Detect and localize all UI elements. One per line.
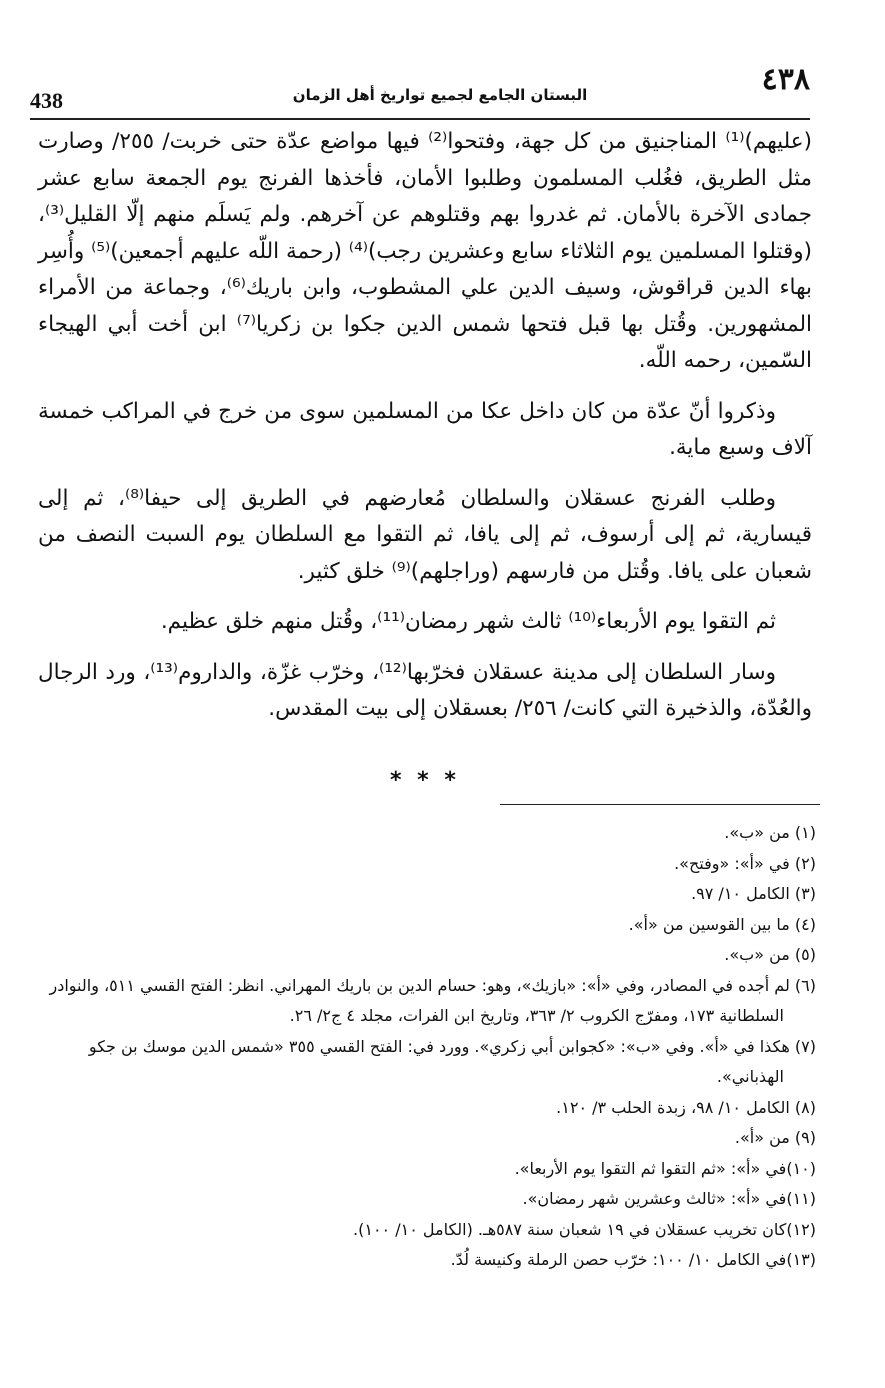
running-title: البستان الجامع لجميع تواريخ أهل الزمان xyxy=(292,86,588,104)
footnote: (٨) الكامل ١٠/ ٩٨، زبدة الحلب ٣/ ١٢٠. xyxy=(556,1097,816,1117)
footnote: (١) من «ب». xyxy=(724,823,816,842)
footnote: (٥) من «ب». xyxy=(724,945,816,964)
footnote: (٢) في «أ»: «وفتح». xyxy=(674,853,816,873)
paragraph: وسار السلطان إلى مدينة عسقلان فخرّبها⁽¹²⁾، وخرّب غزّة، والداروم⁽¹³⁾، ورد الرجال والعُدّة، والذخيرة التي كانت/ ٢٥٦/ بعسقلان إلى بيت المقدس. xyxy=(38,659,812,721)
page-header xyxy=(30,62,810,120)
footnotes xyxy=(42,818,816,1276)
page-number-arabic: ٤٣٨ xyxy=(761,62,810,97)
footnote: (٦) لم أجده في المصادر، وفي «أ»: «بازيك»، وهو: حسام الدين بن باريك المهراني. انظر: الفتح القسي ٥١١، والنوادر السلطانية ١٧٣، ومفرّج الكروب ٢/ ٣٦٣، وتاريخ ابن الفرات، مجلد ٤ ج٢/ ٢٦. xyxy=(49,975,816,1025)
footnote: (٩) من «أ». xyxy=(734,1128,816,1147)
footnote-rule xyxy=(500,804,820,805)
footnote: (١٣)في الكامل ١٠/ ١٠٠: خرّب حصن الرملة وكنيسة لُدّ. xyxy=(450,1250,816,1269)
main-text xyxy=(38,124,812,742)
paragraph: (عليهم)⁽¹⁾ المناجنيق من كل جهة، وفتحوا⁽²⁾ فيها مواضع عدّة حتى خربت/ ٢٥٥/ وصارت مثل الطريق، فغُلب المسلمون وطلبوا الأمان، فأخذها الفرنج يوم الجمعة سابع عشر جمادى الآخرة بالأمان. ثم غدروا بهم وقتلوهم عن آخرهم. ولم يَسلَم منهم إلّا القليل⁽³⁾، (وقتلوا المسلمين يوم الثلاثاء سابع وعشرين رجب)⁽⁴⁾ (رحمة اللّه عليهم أجمعين)⁽⁵⁾ وأُسِر بهاء الدين قراقوش، وسيف الدين علي المشطوب، وابن باريك⁽⁶⁾، وجماعة من الأمراء المشهورين. وقُتل بها قبل فتحها شمس الدين جكوا بن زكريا⁽⁷⁾ ابن أخت أبي الهيجاء السّمين، رحمه اللّه. xyxy=(38,129,813,373)
footnote: (٣) الكامل ١٠/ ٩٧. xyxy=(691,884,816,903)
footnote: (١٠)في «أ»: «ثم التقوا ثم التقوا يوم الأربعا». xyxy=(514,1158,816,1178)
footnote: (٧) هكذا في «أ». وفي «ب»: «كجوابن أبي زكري». وورد في: الفتح القسي ٣٥٥ «شمس الدين موسك بن جكو الهذباني». xyxy=(88,1036,816,1086)
footnote: (٤) ما بين القوسين من «أ». xyxy=(628,914,816,934)
section-separator: * * * xyxy=(390,768,460,793)
footnote: (١٢)كان تخريب عسقلان في ١٩ شعبان سنة ٥٨٧هـ. (الكامل ١٠/ ١٠٠). xyxy=(353,1219,816,1239)
paragraph: وطلب الفرنج عسقلان والسلطان مُعارضهم في الطريق إلى حيفا⁽⁸⁾، ثم إلى قيسارية، ثم إلى أرسوف، ثم إلى يافا، ثم التقوا مع السلطان يوم السبت النصف من شعبان على يافا. وقُتل من فارسهم (وراجلهم)⁽⁹⁾ خلق كثير. xyxy=(38,485,812,584)
paragraph: ثم التقوا يوم الأربعاء⁽¹⁰⁾ ثالث شهر رمضان⁽¹¹⁾، وقُتل منهم خلق عظيم. xyxy=(160,609,776,634)
paragraph: وذكروا أنّ عدّة من كان داخل عكا من المسلمين سوى من خرج في المراكب خمسة آلاف وسبع ماية. xyxy=(38,398,812,460)
footnote: (١١)في «أ»: «ثالث وعشرين شهر رمضان». xyxy=(522,1189,816,1208)
page-number-latin: 438 xyxy=(30,88,63,113)
header-rule xyxy=(30,118,810,120)
